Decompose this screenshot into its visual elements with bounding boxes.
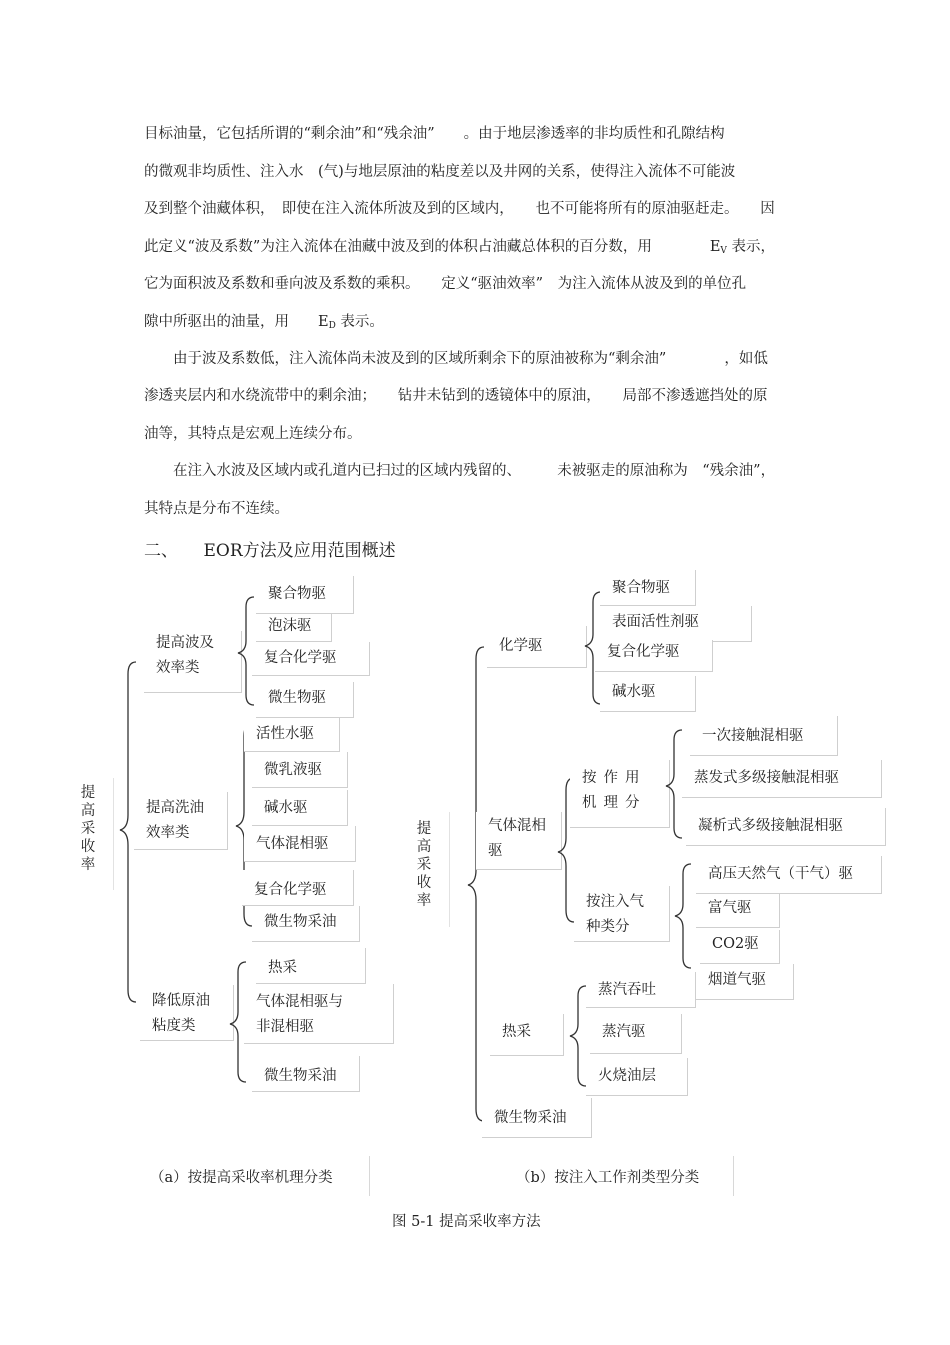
- text-line: 隙中所驱出的油量，用 $E_D$ 表示。: [144, 314, 384, 331]
- item-b-first-contact: 一次接触混相驱: [690, 716, 838, 756]
- text-line: 目标油量，它包括所谓的“剩余油”和“残余油” 。由于地层渗透率的非均质性和孔隙结构: [144, 126, 725, 142]
- main-brace-b: [458, 645, 488, 1135]
- text-line: 渗透夹层内和水绕流带中的剩余油； 钻井未钻到的透镜体中的原油， 局部不渗透遮挡处的原: [144, 388, 768, 404]
- item-micro-oil: 微生物采油: [252, 906, 360, 942]
- group-b-gas: 气体混相驱: [476, 812, 562, 870]
- text-line: 的微观非均质性、注入水 (气)与地层原油的粘度差以及井网的关系，使得注入流体不可能波: [144, 164, 736, 180]
- item-b-condensing: 凝析式多级接触混相驱: [686, 808, 886, 846]
- divider: [733, 1156, 734, 1196]
- ed-symbol: $E_D$ 表示。: [318, 314, 384, 331]
- caption-b: （b）按注入工作剂类型分类: [516, 1170, 700, 1186]
- item-b-natural-gas: 高压天然气（干气）驱: [696, 856, 882, 894]
- item-active-water: 活性水驱: [244, 718, 340, 752]
- item-b-huff-puff: 蒸汽吞吐: [586, 972, 696, 1008]
- text-line: 在注入水波及区域内或孔道内已扫过的区域内残留的、 未被驱走的原油称为 “残余油”，: [144, 463, 776, 479]
- item-b-alkali: 碱水驱: [600, 676, 696, 712]
- item-micro: 微生物驱: [256, 682, 354, 718]
- item-gas-miscible: 气体混相驱: [244, 826, 356, 862]
- figure-caption: 图 5-1 提高采收率方法: [392, 1214, 541, 1230]
- item-microemulsion: 微乳液驱: [252, 752, 348, 788]
- item-micro-oil-2: 微生物采油: [252, 1056, 360, 1092]
- group-a-wash: 提高洗油效率类: [134, 792, 228, 850]
- item-foam: 泡沫驱: [256, 614, 332, 642]
- caption-a: （a）按提高采收率机理分类: [150, 1170, 333, 1186]
- item-b-surfactant: 表面活性剂驱: [600, 606, 752, 642]
- root-label-b: 提高采收率: [416, 821, 432, 909]
- item-alkali: 碱水驱: [252, 790, 348, 826]
- item-compound: 复合化学驱: [252, 642, 370, 676]
- group-b-mechanism: 按作用机理分: [570, 760, 670, 828]
- text-line: 它为面积波及系数和垂向波及系数的乘积。 定义“驱油效率” 为注入流体从波及到的单位孔: [144, 276, 747, 292]
- item-b-co2: CO2驱: [700, 930, 780, 964]
- ev-symbol: $E_V$ 表示，: [709, 239, 776, 256]
- group-b-gastype: 按注入气种类分: [574, 886, 670, 942]
- item-b-vaporizing: 蒸发式多级接触混相驱: [682, 760, 882, 798]
- text-line: 此定义“波及系数”为注入流体在油藏中波及到的体积占油藏总体积的百分数，用 $E_V$ 表示，: [144, 239, 776, 256]
- item-polymer: 聚合物驱: [256, 576, 354, 614]
- item-b-polymer: 聚合物驱: [600, 570, 696, 606]
- divider: [449, 812, 450, 927]
- text-line: 由于波及系数低，注入流体尚未波及到的区域所剩余下的原油被称为“剩余油” ，如低: [144, 351, 768, 367]
- item-b-steam-drive: 蒸汽驱: [590, 1014, 682, 1054]
- text-line: 油等，其特点是宏观上连续分布。: [144, 426, 362, 442]
- section-heading: 二、 EOR方法及应用范围概述: [144, 541, 396, 561]
- text-line: 其特点是分布不连续。: [144, 501, 289, 517]
- group-b-chemical: 化学驱: [487, 626, 587, 668]
- group-a-wave: 提高波及效率类: [144, 631, 242, 693]
- item-b-micro: 微生物采油: [482, 1098, 592, 1138]
- item-compound-2: 复合化学驱: [242, 870, 354, 906]
- root-label-a: 提高采收率: [80, 785, 96, 873]
- item-gas-both: 气体混相驱与非混相驱: [244, 984, 394, 1044]
- item-thermal: 热采: [256, 948, 366, 984]
- group-a-viscosity: 降低原油粘度类: [140, 985, 234, 1041]
- brace-b-gastype: [665, 862, 695, 974]
- item-b-flue-gas: 烟道气驱: [696, 964, 794, 1000]
- item-b-rich-gas: 富气驱: [696, 894, 780, 928]
- group-b-thermal: 热采: [490, 1014, 564, 1056]
- item-b-compound: 复合化学驱: [595, 640, 713, 672]
- text-line: 及到整个油藏体积， 即使在注入流体所波及到的区域内， 也不可能将所有的原油驱赶走。 因: [144, 201, 775, 217]
- divider: [369, 1156, 370, 1196]
- item-b-in-situ: 火烧油层: [586, 1058, 688, 1096]
